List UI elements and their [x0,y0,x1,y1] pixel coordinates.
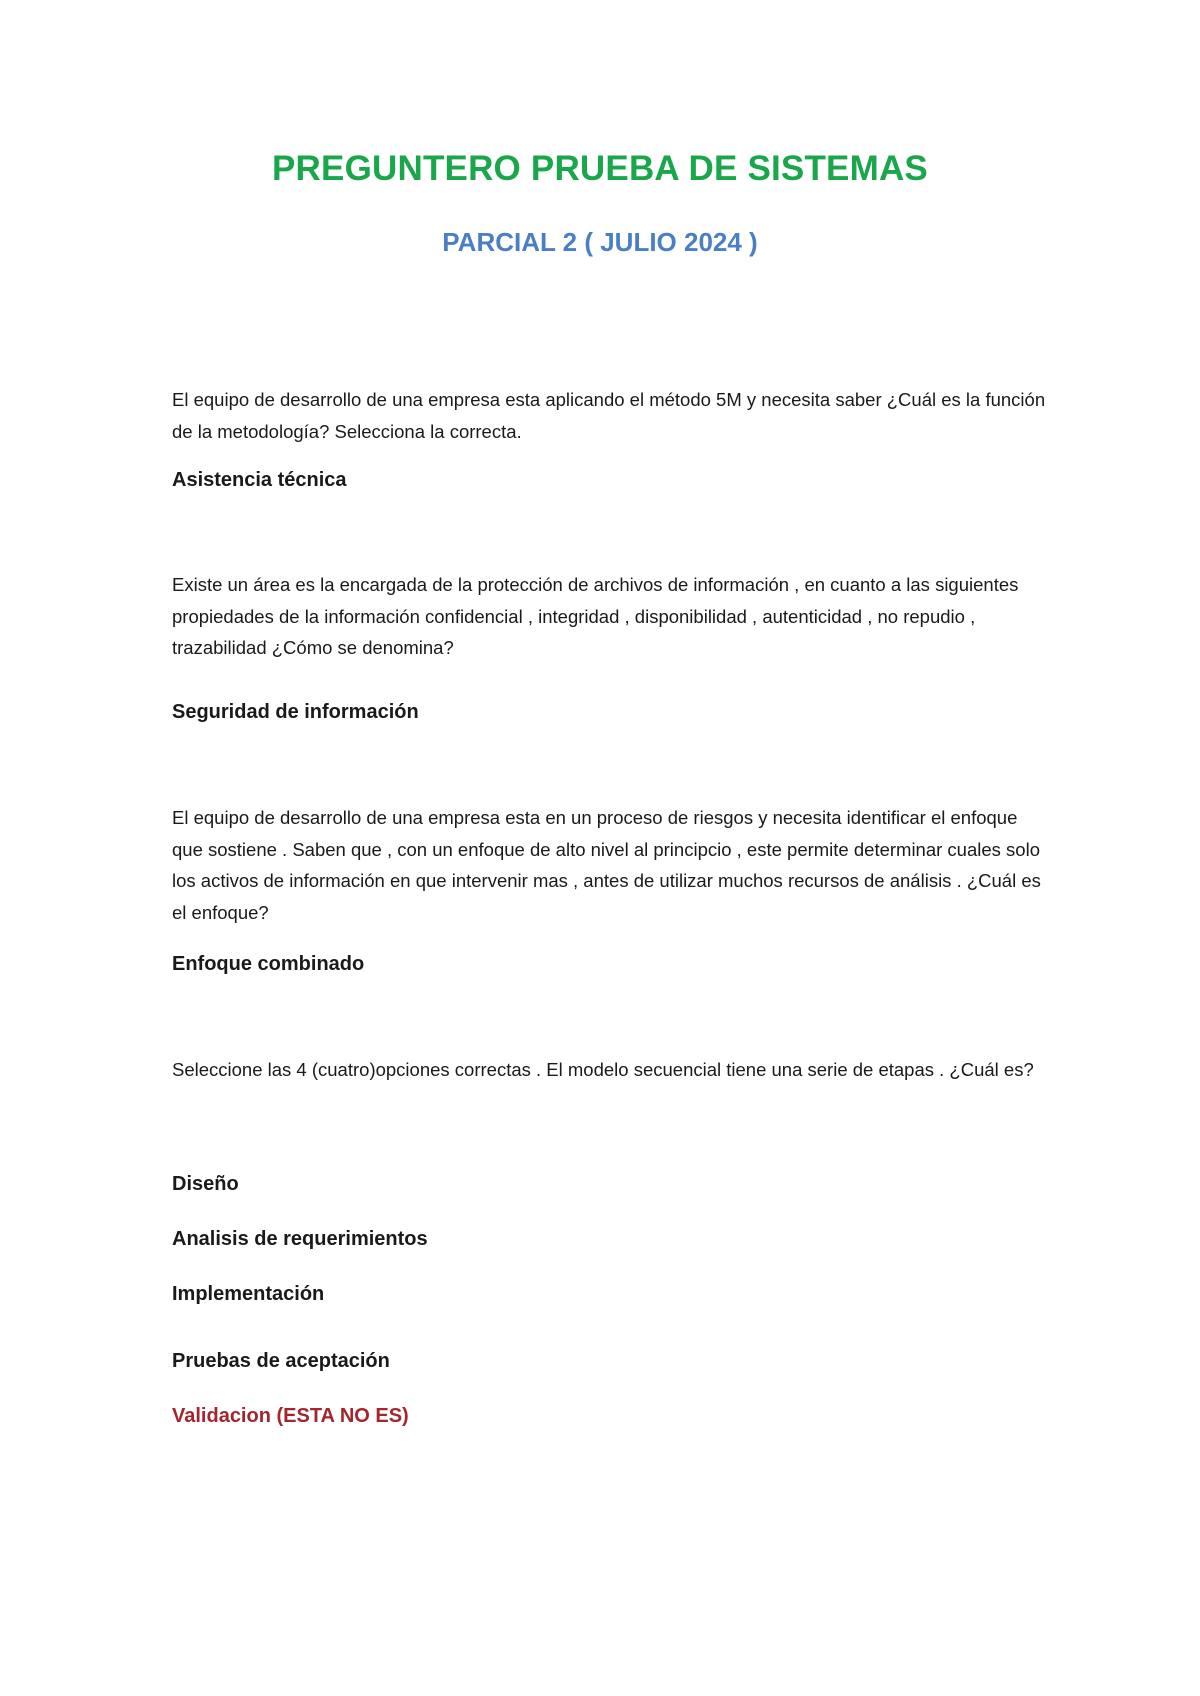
question-4-text: Seleccione las 4 (cuatro)opciones correctas . El modelo secuencial tiene una serie de etapas . ¿Cuál es? [172,1059,1034,1080]
question-2-answer: Seguridad de información [172,701,419,723]
question-3-text: El equipo de desarrollo de una empresa esta en un proceso de riesgos y necesita identificar el enfoque que sostiene . Saben que , con un enfoque de alto nivel al principcio , este permite determinar cuales solo los activos de información en que intervenir mas , antes de utilizar muchos recursos de análisis . ¿Cuál es el enfoque? [172,807,1041,923]
document-title: PREGUNTERO PRUEBA DE SISTEMAS [272,149,928,188]
question-4-answer-1: Diseño [172,1173,239,1195]
question-4-answer-2: Analisis de requerimientos [172,1228,428,1250]
question-1-answer: Asistencia técnica [172,469,347,491]
question-4-answer-4: Pruebas de aceptación [172,1350,390,1372]
question-2-text: Existe un área es la encargada de la protección de archivos de información , en cuanto a las siguientes propiedades de la información confidencial , integridad , disponibilidad , autenticidad , no repudio , trazabilidad ¿Cómo se denomina? [172,574,1019,658]
document-subtitle: PARCIAL 2 ( JULIO 2024 ) [442,227,758,257]
question-4-answer-3: Implementación [172,1283,325,1305]
question-1-text: El equipo de desarrollo de una empresa esta aplicando el método 5M y necesita saber ¿Cuál es la función de la metodología? Selecciona la correcta. [172,389,1046,442]
question-3-answer: Enfoque combinado [172,953,365,975]
question-4-wrong-option: Validacion (ESTA NO ES) [172,1405,409,1427]
